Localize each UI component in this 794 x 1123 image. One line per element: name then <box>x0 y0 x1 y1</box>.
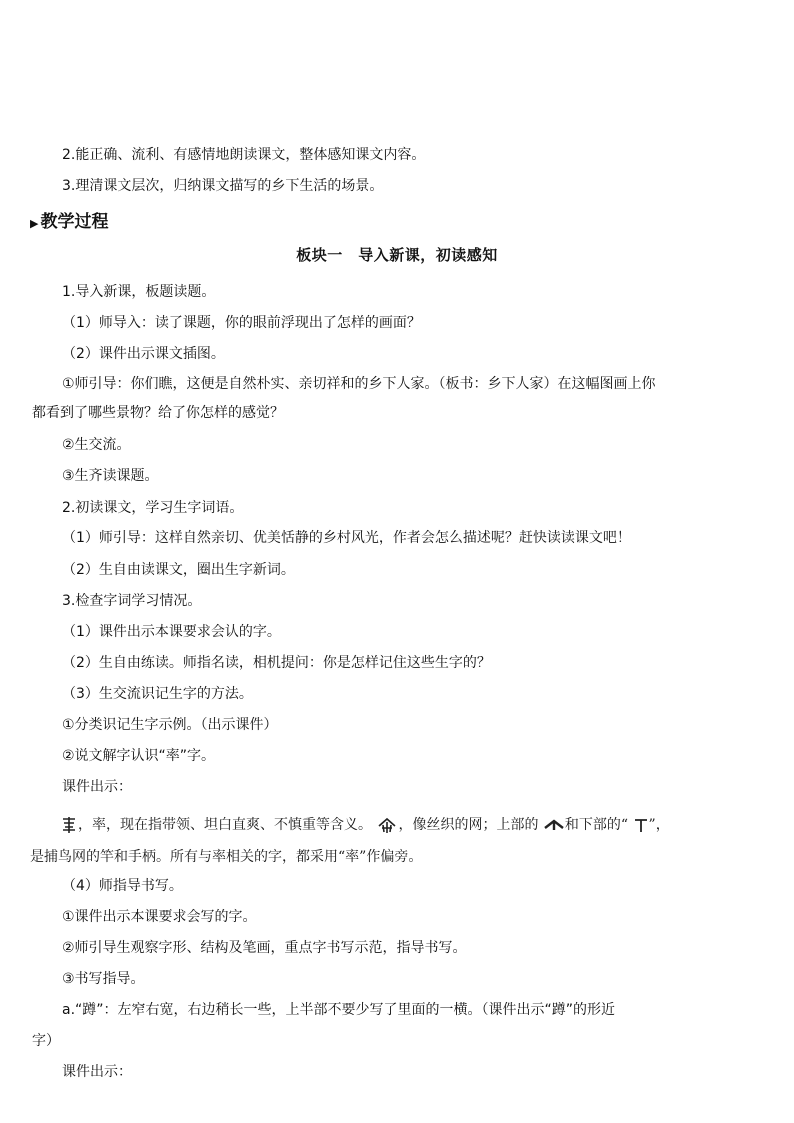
step-1-2-c: ③生齐读课题。 <box>62 468 159 484</box>
writing-guide-a-cont: 字） <box>32 1033 60 1049</box>
step-3-4-a: ①课件出示本课要求会写的字。 <box>62 909 257 925</box>
step-3-1: （1）课件出示本课要求会认的字。 <box>62 624 281 640</box>
step-1-2: （2）课件出示课文插图。 <box>62 346 225 362</box>
step-3-3: （3）生交流识记生字的方法。 <box>62 686 253 702</box>
step-2: 2.初读课文，学习生字词语。 <box>62 500 244 516</box>
handwritten-text-1d: ”， <box>648 817 670 833</box>
step-2-1: （1）师引导：这样自然亲切、优美恬静的乡村风光，作者会怎么描述呢？赶快读读课文吧！ <box>62 530 631 546</box>
step-3-4: （4）师指导书写。 <box>62 878 183 894</box>
step-3-2: （2）生自由练读。师指名读，相机提问：你是怎样记住这些生字的？ <box>62 655 491 671</box>
step-3-4-b: ②师引导生观察字形、结构及笔画，重点字书写示范，指导书写。 <box>62 940 467 956</box>
courseware-label-1: 课件出示： <box>62 779 132 795</box>
step-2-2: （2）生自由读课文，圈出生字新词。 <box>62 562 295 578</box>
handwritten-line-1 <box>60 815 670 835</box>
handwritten-line-2: 是捕鸟网的竿和手柄。所有与率相关的字，都采用“率”作偏旁。 <box>30 849 423 865</box>
triangle-bullet-icon: ▶ <box>30 217 39 230</box>
objective-3: 3.理清课文层次，归纳课文描写的乡下生活的场景。 <box>62 178 384 194</box>
step-1-1: （1）师导入：读了课题，你的眼前浮现出了怎样的画面？ <box>62 315 421 331</box>
step-3: 3.检查字词学习情况。 <box>62 593 202 609</box>
handwritten-text-1a: ，率，现在指带领、坦白直爽、不慎重等含义。 <box>78 817 372 833</box>
ancient-glyph-icon <box>60 816 78 834</box>
step-1-2-a: ①师引导：你们瞧，这便是自然朴实、亲切祥和的乡下人家。（板书：乡下人家）在这幅图画上你 <box>62 376 656 392</box>
courseware-label-2: 课件出示： <box>62 1064 132 1080</box>
step-1-2-b: ②生交流。 <box>62 437 131 453</box>
step-1-2-a-cont: 都看到了哪些景物？给了你怎样的感觉？ <box>32 405 284 421</box>
step-1: 1.导入新课，板题读题。 <box>62 284 216 300</box>
step-3-4-c: ③书写指导。 <box>62 971 145 987</box>
handwritten-text-1b: ，像丝织的网；上部的 <box>398 817 539 833</box>
step-3-3-b: ②说文解字认识“率”字。 <box>62 748 216 764</box>
top-part-glyph-icon <box>543 816 565 834</box>
net-glyph-icon <box>376 816 398 834</box>
block-title: 板块一 导入新课，初读感知 <box>296 246 498 264</box>
step-3-3-a: ①分类识记生字示例。（出示课件） <box>62 717 278 733</box>
writing-guide-a: a.“蹲”：左窄右宽，右边稍长一些，上半部不要少写了里面的一横。（课件出示“蹲”的形近 <box>62 1002 616 1018</box>
bottom-part-glyph-icon <box>633 816 649 834</box>
section-heading-text: 教学过程 <box>40 212 109 232</box>
objective-2: 2.能正确、流利、有感情地朗读课文，整体感知课文内容。 <box>62 147 426 163</box>
section-heading <box>30 207 108 232</box>
handwritten-text-1c: 和下部的“ <box>564 817 629 833</box>
